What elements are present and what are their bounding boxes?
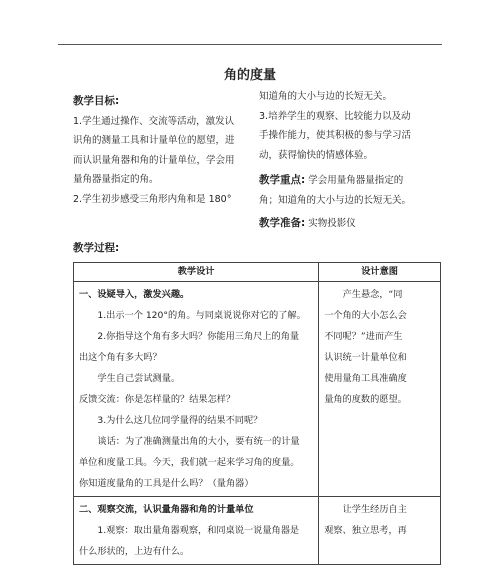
intent-line: 产生悬念，“同 (342, 289, 403, 300)
objective-line: 知道角的大小与边的长短无关。 (259, 91, 393, 102)
preparation (259, 214, 444, 234)
design-line: 你知道度量角的工具是什么吗？（量角器） (79, 478, 254, 489)
document-title: 角的度量 (223, 68, 276, 83)
objective-line: 2.学生初步感受三角形内角和是 180° (73, 193, 232, 205)
objective-line: 手操作能力，使其积极的参与学习活 (259, 130, 412, 141)
table-row (74, 282, 441, 497)
key-point-text: 学会用量角器量指定的 (308, 175, 404, 186)
design-cell (74, 497, 319, 565)
table-header-design: 教学设计 (74, 263, 319, 282)
key-point-text-cont: 角；知道角的大小与边的长短无关。 (259, 194, 412, 206)
lesson-table (73, 262, 441, 565)
design-line: 单位和度量工具。今天，我们就一起来学习角的度量。 (79, 457, 300, 468)
design-line: 什么形状的，上边有什么。 (79, 546, 190, 557)
objective-line: 而认识量角器和角的计量单位，学会用 (73, 154, 235, 166)
table-header-intent: 设计意图 (319, 263, 441, 282)
preparation-label: 教学准备: (259, 217, 306, 229)
objectives-right-column (259, 87, 444, 234)
intent-line: 让学生经历自主 (342, 504, 407, 515)
design-line: 学生自己尝试测量。 (97, 373, 181, 384)
intent-cell (319, 497, 441, 565)
design-line: 一、设疑导入，激发兴趣。 (79, 289, 190, 300)
objective-line: 3.培养学生的观察、比较能力以及动 (259, 110, 411, 122)
design-line: 二、观察交流，认识量角器和角的计量单位 (79, 504, 254, 515)
objective-line: 动，获得愉快的情感体验。 (259, 149, 374, 161)
design-line: 1.观察：取出量角器观察，和同桌说一说量角器是 (97, 525, 300, 536)
intent-line: 使用量角工具准确度 (324, 373, 407, 384)
intent-line: 一个角的大小怎么会 (324, 310, 407, 321)
objectives-heading: 教学目标: (73, 95, 120, 107)
design-line: 1.出示一个 120°的角。与同桌说说你对它的了解。 (97, 310, 306, 321)
design-line: 出这个角有多大吗？ (79, 352, 162, 363)
objective-line: 识角的测量工具和计量单位的愿望，进 (73, 135, 235, 146)
objective-line: 量角器量指定的角。 (73, 174, 159, 185)
design-line: 3.为什么这几位同学量得的结果不同呢？ (97, 415, 263, 426)
table-row (74, 497, 441, 565)
design-line: 谈话：为了准确测量出角的大小，要有统一的计量 (97, 436, 300, 447)
process-heading: 教学过程: (73, 242, 120, 254)
table-header-row (74, 263, 441, 282)
intent-line: 认识统一计量单位和 (324, 352, 407, 363)
key-point (259, 171, 444, 191)
objective-line: 1.学生通过操作、交流等活动，激发认 (73, 115, 235, 127)
design-line: 反馈交流：你是怎样量的？结果怎样？ (79, 394, 236, 405)
intent-line: 观察、独立思考，再 (324, 525, 407, 536)
preparation-text: 实物投影仪 (308, 218, 356, 229)
intent-line: 量角的度数的愿望。 (324, 394, 407, 405)
design-line: 2.你指导这个角有多大吗？你能用三角尺上的角量 (97, 331, 300, 342)
objectives-left-column (73, 92, 255, 209)
key-point-label: 教学重点: (259, 174, 306, 186)
intent-cell (319, 282, 441, 497)
design-cell (74, 282, 319, 497)
intent-line: 不同呢？”进而产生 (324, 331, 403, 342)
header-rule (58, 44, 442, 45)
